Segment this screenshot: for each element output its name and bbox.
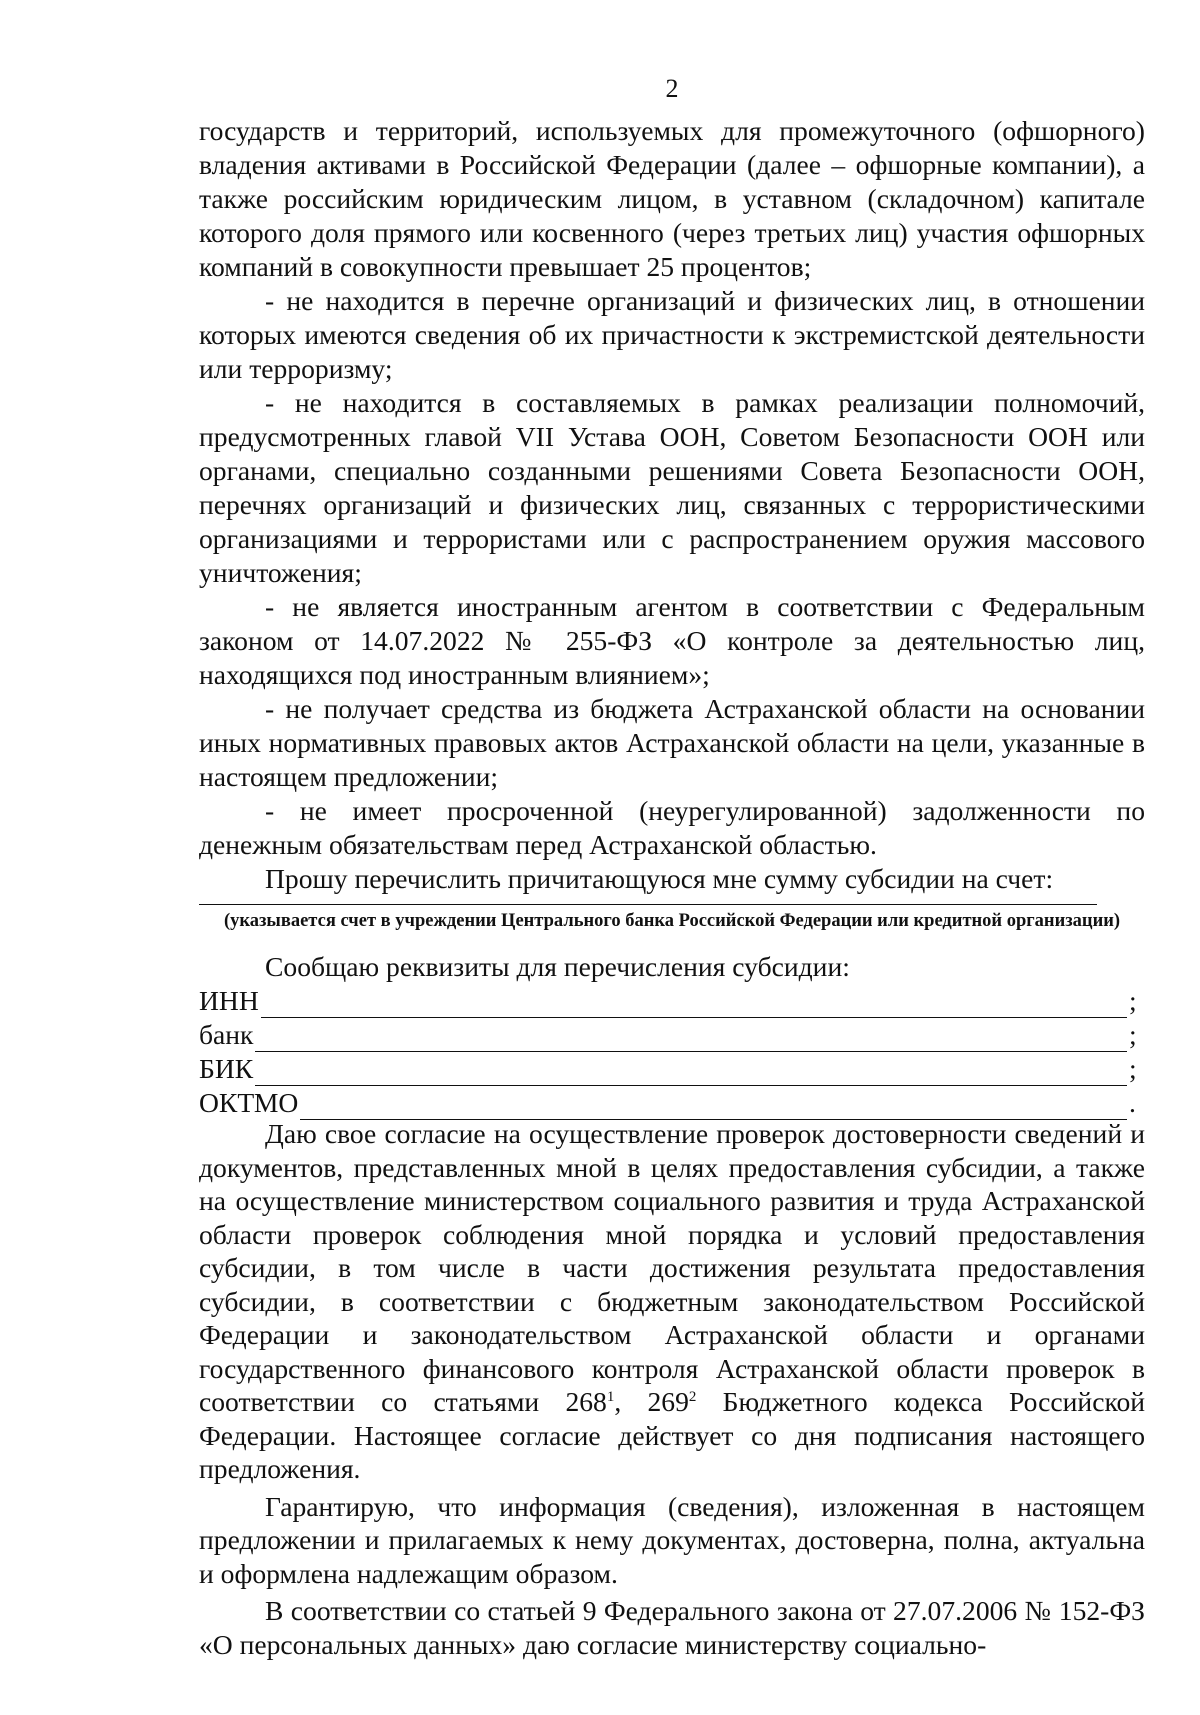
oktmo-field[interactable] — [300, 1093, 1127, 1120]
requisite-end-oktmo: . — [1129, 1087, 1136, 1118]
consent-section — [199, 1117, 1145, 1661]
paragraph-foreign-agent: - не является иностранным агентом в соответствии с Федеральным законом от 14.07.2022 № 255-ФЗ «О контроле за деятельностью лиц, находящихся под иностранным влиянием»; — [199, 591, 1145, 690]
account-caption: (указывается счет в учреждении Центрального банка Российской Федерации или кредитной организации) — [223, 911, 1121, 931]
bik-field[interactable] — [255, 1059, 1127, 1086]
paragraph-offshore: государств и территорий, используемых для промежуточного (офшорного) владения активами в Российской Федерации (далее – офшорные компании), а также российским юридическим лицом, в уставном (складочном) капитале которого доля прямого или косвенного (через третьих лиц) участия офшорных компаний в совокупности превышает 25 процентов; — [199, 115, 1145, 282]
requisites-intro: Сообщаю реквизиты для перечисления субсидии: — [265, 951, 850, 982]
requisite-row-oktmo — [199, 1086, 1145, 1120]
requisite-row-inn — [199, 984, 1145, 1018]
article-268-sup: 1 — [606, 1388, 615, 1405]
requisite-end-inn: ; — [1129, 985, 1137, 1016]
paragraph-debt: - не имеет просроченной (неурегулированной) задолженности по денежным обязательствам перед Астраханской областью. — [199, 795, 1145, 860]
requisite-row-bik — [199, 1052, 1145, 1086]
paragraph-extremism: - не находится в перечне организаций и физических лиц, в отношении которых имеются сведения об их причастности к экстремистской деятельности или терроризму; — [199, 285, 1145, 384]
article-separator: , — [614, 1386, 648, 1417]
article-269-sup: 2 — [688, 1388, 697, 1405]
requisite-label-oktmo: ОКТМО — [199, 1087, 299, 1118]
requisites-section — [199, 950, 1145, 1120]
requisite-label-bik: БИК — [199, 1053, 254, 1084]
requisite-row-bank — [199, 1018, 1145, 1052]
requisite-label-inn: ИНН — [199, 985, 259, 1016]
account-field[interactable] — [199, 878, 1097, 905]
inn-field[interactable] — [261, 991, 1127, 1018]
requisite-end-bik: ; — [1129, 1053, 1137, 1084]
conditions-text — [199, 114, 1145, 896]
paragraph-budget-funds: - не получает средства из бюджета Астраханской области на основании иных нормативных правовых актов Астраханской области на цели, указанные в настоящем предложении; — [199, 693, 1145, 792]
article-269: 269 — [647, 1386, 689, 1417]
requisite-label-bank: банк — [199, 1019, 254, 1050]
paragraph-personal-data: В соответствии со статьей 9 Федерального закона от 27.07.2006 № 152-ФЗ «О персональных данных» даю согласие министерству социально- — [199, 1595, 1145, 1660]
paragraph-un-lists: - не находится в составляемых в рамках реализации полномочий, предусмотренных главой VII Устава ООН, Советом Безопасности ООН или органами, специально созданными решениями Совета Безопасности ООН, перечнях организаций и физических лиц, связанных с террористическими организациями и террористами или с распространением оружия массового уничтожения; — [199, 387, 1145, 588]
paragraph-transfer-request: Прошу перечислить причитающуюся мне сумму субсидии на счет: — [265, 863, 1054, 894]
article-268: 268 — [565, 1386, 607, 1417]
paragraph-verification-consent — [199, 1117, 1145, 1486]
consent-tail-text: Бюджетного кодекса Российской Федерации. Настоящее согласие действует со дня подписания настоящего предложения. — [199, 1386, 1146, 1484]
page-number: 2 — [665, 74, 679, 103]
bank-field[interactable] — [255, 1025, 1127, 1052]
paragraph-guarantee: Гарантирую, что информация (сведения), изложенная в настоящем предложении и прилагаемых к нему документах, достоверна, полна, актуальна и оформлена надлежащим образом. — [199, 1490, 1145, 1589]
requisite-end-bank: ; — [1129, 1019, 1137, 1050]
consent-main-text: Даю свое согласие на осуществление проверок достоверности сведений и документов, представленных мной в целях предоставления субсидии, а также на осуществление министерством социального развития и труда Астраханской области проверок соблюдения мной порядка и условий предоставления субсидии, в том числе в части достижения результата предоставления субсидии, в соответствии с бюджетным законодательством Российской Федерации и законодательством Астраханской области и органами государственного финансового контроля Астраханской области проверок в соответствии со статьями — [199, 1118, 1145, 1417]
account-block — [199, 878, 1145, 933]
